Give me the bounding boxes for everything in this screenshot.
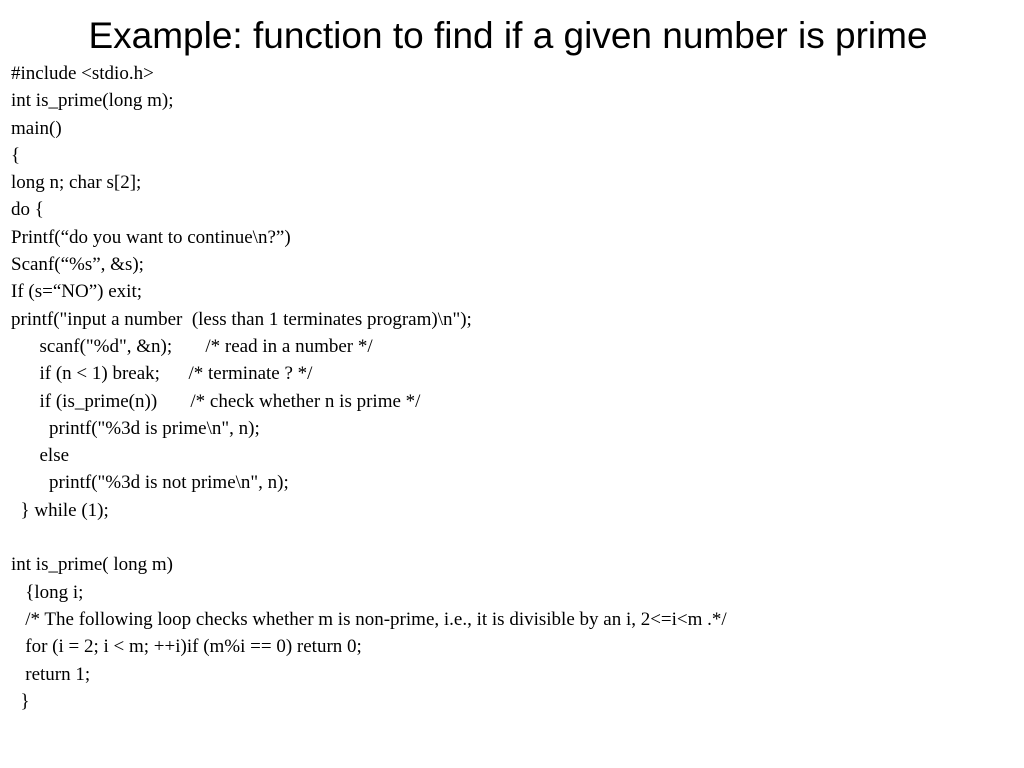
code-line: else	[11, 445, 70, 467]
blank-line	[11, 524, 1011, 551]
code-line: printf("input a number (less than 1 terminates program)\n");	[11, 308, 472, 330]
code-line: for (i = 2; i < m; ++i)if (m%i == 0) return 0;	[11, 636, 362, 658]
code-line: if (n < 1) break; /* terminate ? */	[11, 363, 313, 385]
code-line: printf("%3d is prime\n", n);	[11, 417, 260, 439]
code-line: } while (1);	[11, 499, 109, 521]
code-line: #include <stdio.h>	[11, 63, 154, 84]
code-line: scanf("%d", &n); /* read in a number */	[11, 335, 373, 357]
code-line: Scanf(“%s”, &s);	[11, 254, 144, 276]
code-line: long n; char s[2];	[11, 172, 142, 194]
code-block	[11, 60, 1011, 715]
code-line: int is_prime(long m);	[11, 90, 174, 112]
code-line: }	[11, 690, 30, 712]
code-line: int is_prime( long m)	[11, 554, 174, 576]
code-line: printf("%3d is not prime\n", n);	[11, 472, 289, 494]
code-line: {long i;	[11, 581, 84, 603]
code-line: main()	[11, 117, 62, 139]
code-comment-line: /* The following loop checks whether m is non-prime, i.e., it is divisible by an i, 2<=i<m .*/	[11, 608, 727, 630]
slide-title: Example: function to find if a given number is prime	[88, 15, 928, 56]
code-line: if (is_prime(n)) /* check whether n is prime */	[11, 390, 421, 412]
code-line: {	[11, 144, 21, 166]
code-line: Printf(“do you want to continue\n?”)	[11, 226, 291, 248]
code-line: return 1;	[11, 663, 91, 685]
code-line: do {	[11, 199, 44, 221]
code-line: If (s=“NO”) exit;	[11, 281, 142, 303]
